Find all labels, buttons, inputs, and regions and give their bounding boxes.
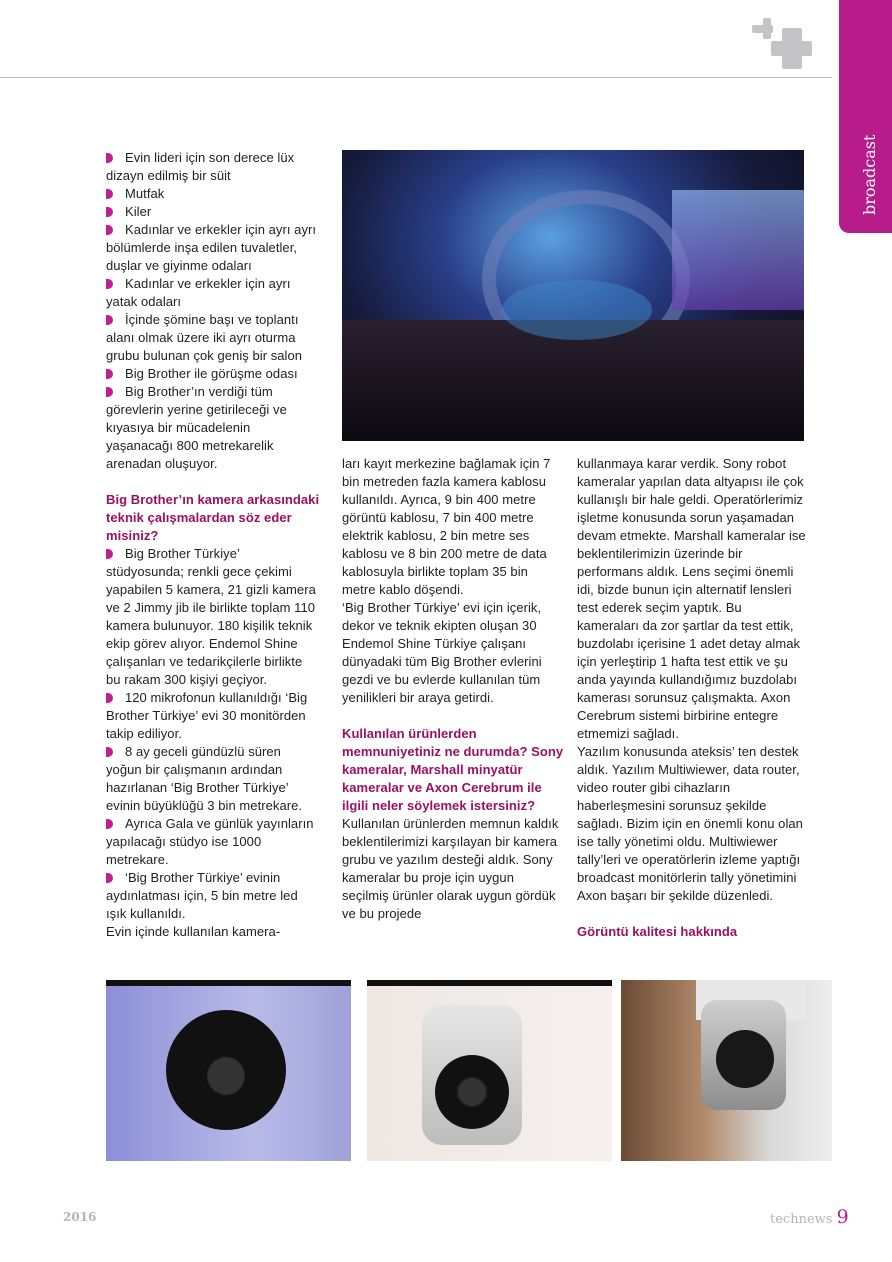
paragraph: Evin içinde kullanılan kamera- [106, 924, 281, 939]
footer-brand: technews 9 [770, 1206, 849, 1228]
footer-year: 2016 [63, 1210, 97, 1224]
bullet-icon [106, 189, 113, 199]
bullet-item: Mutfak [106, 185, 320, 203]
bullet-icon [106, 207, 113, 217]
bullet-item: Big Brother Türkiye’ stüdyosunda; renkli gece çekimi yapabilen 5 kamera, 21 gizli kamera ve 2 Jimmy jib ile birlikte toplam 110 kamera bulunuyor. 180 kişilik teknik ekip görev alıyor. Endemol Shine çalışanları ve tedarikçilerle birlikte bu rakam 300 kişiyi geçiyor. [106, 546, 316, 687]
bullet-item: Ayrıca Gala ve günlük yayınların yapılacağı stüdyo ise 1000 metrekare. [106, 816, 314, 867]
paragraph: Yazılım konusunda ateksis’ ten destek aldık. Yazılım Multiwiewer, data router, video router gibi cihazların haberleşmesini sorunsuz şekilde sağladı. Bizim için en önemli konu olan ise tally yönetimi oldu. Multiwiewer tally’leri ve operatörlerin izleme yaptığı broadcast monitörlerin tally yönetimini Axon başarı bir şekilde düzenledi. [577, 744, 803, 903]
bullet-item: Kadınlar ve erkekler için ayrı yatak odaları [106, 276, 291, 309]
bullet-item: Kadınlar ve erkekler için ayrı ayrı bölümlerde inşa edilen tuvaletler, duşlar ve giyinme odaları [106, 222, 317, 273]
bullet-icon [106, 369, 113, 379]
bullet-icon [106, 225, 113, 235]
bullet-icon [106, 873, 113, 883]
bullet-item: Big Brother ile görüşme odası [106, 365, 320, 383]
bullet-item: İçinde şömine başı ve toplantı alanı olmak üzere iki ayrı oturma grubu bulunan çok geniş bir salon [106, 312, 303, 363]
bullet-item: 8 ay geceli gündüzlü süren yoğun bir çalışmanın ardından hazırlanan ‘Big Brother Türkiye’ evinin büyüklüğü 3 bin metrekare. [106, 744, 303, 813]
paragraph: Kullanılan ürünlerden memnun kaldık beklentilerimizi karşılayan bir kamera grubu ve yazılım desteği aldık. Sony kameralar bu proje için uygun seçilmiş ürünler olarak uygun gördük ve bu projede [342, 816, 559, 921]
section-tab: broadcast [839, 0, 892, 233]
paragraph: kullanmaya karar verdik. Sony robot kameralar yapılan data altyapısı ile çok kullanışlı bir hale geldi. Operatörlerimiz işletme konusunda sorun yaşamadan devam etmekte. Marshall kameralar ise beklentilerimizin üzerinde bir performans aldık. Lens seçimi önemli idi, bizde bunun için alternatif lensleri test ederek seçim yaptık. Bu kameraları da zor şartlar da test ettik, buzdolabı içerisine 1 adet detay almak için yerleştirip 1 hafta test ettik ve şu anda yayında kullandığımız buzdolabı kamerası sorunsuz çalışmakta. Axon Cerebrum sistemi birbirine entegre etmemizi sağladı. [577, 456, 806, 741]
column-2 [342, 455, 564, 923]
bullet-icon [106, 549, 113, 559]
bullet-item: ‘Big Brother Türkiye’ evinin aydınlatması için, 5 bin metre led ışık kullanıldı. [106, 870, 298, 921]
bullet-icon [106, 747, 113, 757]
studio-photo [342, 150, 804, 441]
page-number: 9 [836, 1206, 849, 1228]
bullet-item: Big Brother’ın verdiği tüm görevlerin yerine getirileceği ve kıyasıya bir mücadelenin yaşanacağı 800 metrekarelik arenadan oluşuyor. [106, 384, 287, 471]
bullet-item: 120 mikrofonun kullanıldığı ‘Big Brother Türkiye’ evi 30 monitörden takip ediliyor. [106, 690, 308, 741]
bullet-icon [106, 279, 113, 289]
camera-photo-2 [367, 980, 612, 1161]
header-rule [0, 77, 832, 78]
bullet-item: Kiler [106, 203, 320, 221]
section-heading: Görüntü kalitesi hakkında [577, 924, 738, 939]
paragraph: ları kayıt merkezine bağlamak için 7 bin metreden fazla kamera kablosu kullanıldı. Ayrıca, 9 bin 400 metre görüntü kablosu, 7 bin 400 metre elektrik kablosu, 2 bin metre ses kablosu ve 8 bin 200 metre de data kablosuyla birlikte toplam 35 bin metre kablo döşendi. [342, 456, 551, 597]
bullet-icon [106, 693, 113, 703]
bullet-icon [106, 315, 113, 325]
camera-photo-1 [106, 980, 351, 1161]
paragraph: ‘Big Brother Türkiye’ evi için içerik, dekor ve teknik ekipten oluşan 30 Endemol Shine Türkiye çalışanı dünyadaki tüm Big Brother evlerini gezdi ve bu evlerde kullanılan tüm yenilikleri bir araya getirdi. [342, 600, 542, 705]
camera-photo-3 [621, 980, 832, 1161]
section-heading: Big Brother’ın kamera arkasındaki teknik çalışmalardan söz eder misiniz? [106, 492, 320, 543]
column-3 [577, 455, 807, 941]
column-1 [106, 149, 320, 941]
bullet-icon [106, 153, 113, 163]
section-heading: Kullanılan ürünlerden memnuniyetiniz ne durumda? Sony kameralar, Marshall minyatür kameralar ve Axon Cerebrum ile ilgili neler söylemek istersiniz? [342, 726, 564, 813]
bullet-icon [106, 387, 113, 397]
bullet-item: Evin lideri için son derece lüx dizayn edilmiş bir süit [106, 150, 295, 183]
bullet-icon [106, 819, 113, 829]
